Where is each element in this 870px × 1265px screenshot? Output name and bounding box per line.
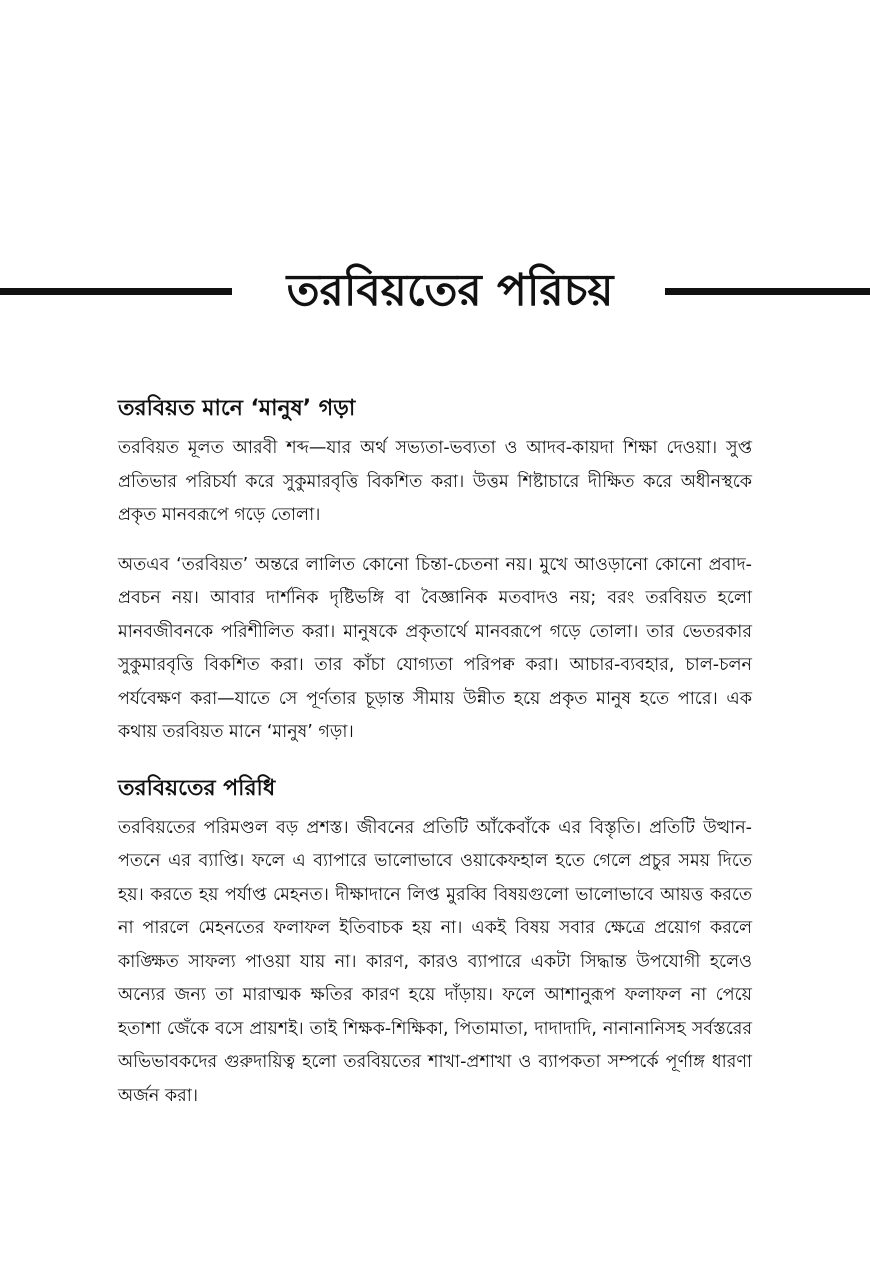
- body-paragraph: তরবিয়তের পরিমণ্ডল বড় প্রশস্ত। জীবনের প্রতিটি আঁকেবাঁকে এর বিস্তৃতি। প্রতিটি উত্থান-পতনে এর ব্যাপ্তি। ফলে এ ব্যাপারে ভালোভাবে ওয়াকেফহাল হতে গেলে প্রচুর সময় দিতে হয়। করতে হয় পর্যাপ্ত মেহনত। দীক্ষাদানে লিপ্ত মুরব্বি বিষয়গুলো ভালোভাবে আয়ত্ত করতে না পারলে মেহনতের ফলাফল ইতিবাচক হয় না। একই বিষয় সবার ক্ষেত্রে প্রয়োগ করলে কাঙ্ক্ষিত সাফল্য পাওয়া যায় না। কারণ, কারও ব্যাপারে একটা সিদ্ধান্ত উপযোগী হলেও অন্যের জন্য তা মারাত্মক ক্ষতির কারণ হয়ে দাঁড়ায়। ফলে আশানুরূপ ফলাফল না পেয়ে হতাশা জেঁকে বসে প্রায়শই। তাই শিক্ষক-শিক্ষিকা, পিতামাতা, দাদাদাদি, নানানানিসহ সর্বস্তরের অভিভাবকদের গুরুদায়িত্ব হলো তরবিয়তের শাখা-প্রশাখা ও ব্যাপকতা সম্পর্কে পূর্ণাঙ্গ ধারণা অর্জন করা।: [118, 817, 752, 1106]
- section-heading: তরবিয়তের পরিধি: [118, 775, 276, 801]
- chapter-title: তরবিয়তের পরিচয়: [286, 265, 614, 316]
- left-decorative-rule: [0, 288, 232, 295]
- body-paragraph: অতএব ‘তরবিয়ত’ অন্তরে লালিত কোনো চিন্তা-চেতনা নয়। মুখে আওড়ানো কোনো প্রবাদ-প্রবচন নয়। আবার দার্শনিক দৃষ্টিভঙ্গি বা বৈজ্ঞানিক মতবাদও নয়; বরং তরবিয়ত হলো মানবজীবনকে পরিশীলিত করা। মানুষকে প্রকৃতার্থে মানবরূপে গড়ে তোলা। তার ভেতরকার সুকুমারবৃত্তি বিকশিত করা। তার কাঁচা যোগ্যতা পরিপক্ব করা। আচার-ব্যবহার, চাল-চলন পর্যবেক্ষণ করা—যাতে সে পূর্ণতার চূড়ান্ত সীমায় উন্নীত হয়ে প্রকৃত মানুষ হতে পারে। এক কথায় তরবিয়ত মানে ‘মানুষ’ গড়া।: [118, 554, 752, 742]
- page-content: [118, 392, 752, 1113]
- body-paragraph: তরবিয়ত মূলত আরবী শব্দ—যার অর্থ সভ্যতা-ভব্যতা ও আদব-কায়দা শিক্ষা দেওয়া। সুপ্ত প্রতিভার পরিচর্যা করে সুকুমারবৃত্তি বিকশিত করা। উত্তম শিষ্টাচারে দীক্ষিত করে অধীনস্থকে প্রকৃত মানবরূপে গড়ে তোলা।: [118, 438, 752, 525]
- section-scope: [118, 772, 752, 1114]
- section-heading: তরবিয়ত মানে ‘মানুষ’ গড়া: [118, 396, 356, 421]
- chapter-header: [0, 262, 870, 322]
- section-meaning: [118, 392, 752, 750]
- right-decorative-rule: [665, 288, 870, 295]
